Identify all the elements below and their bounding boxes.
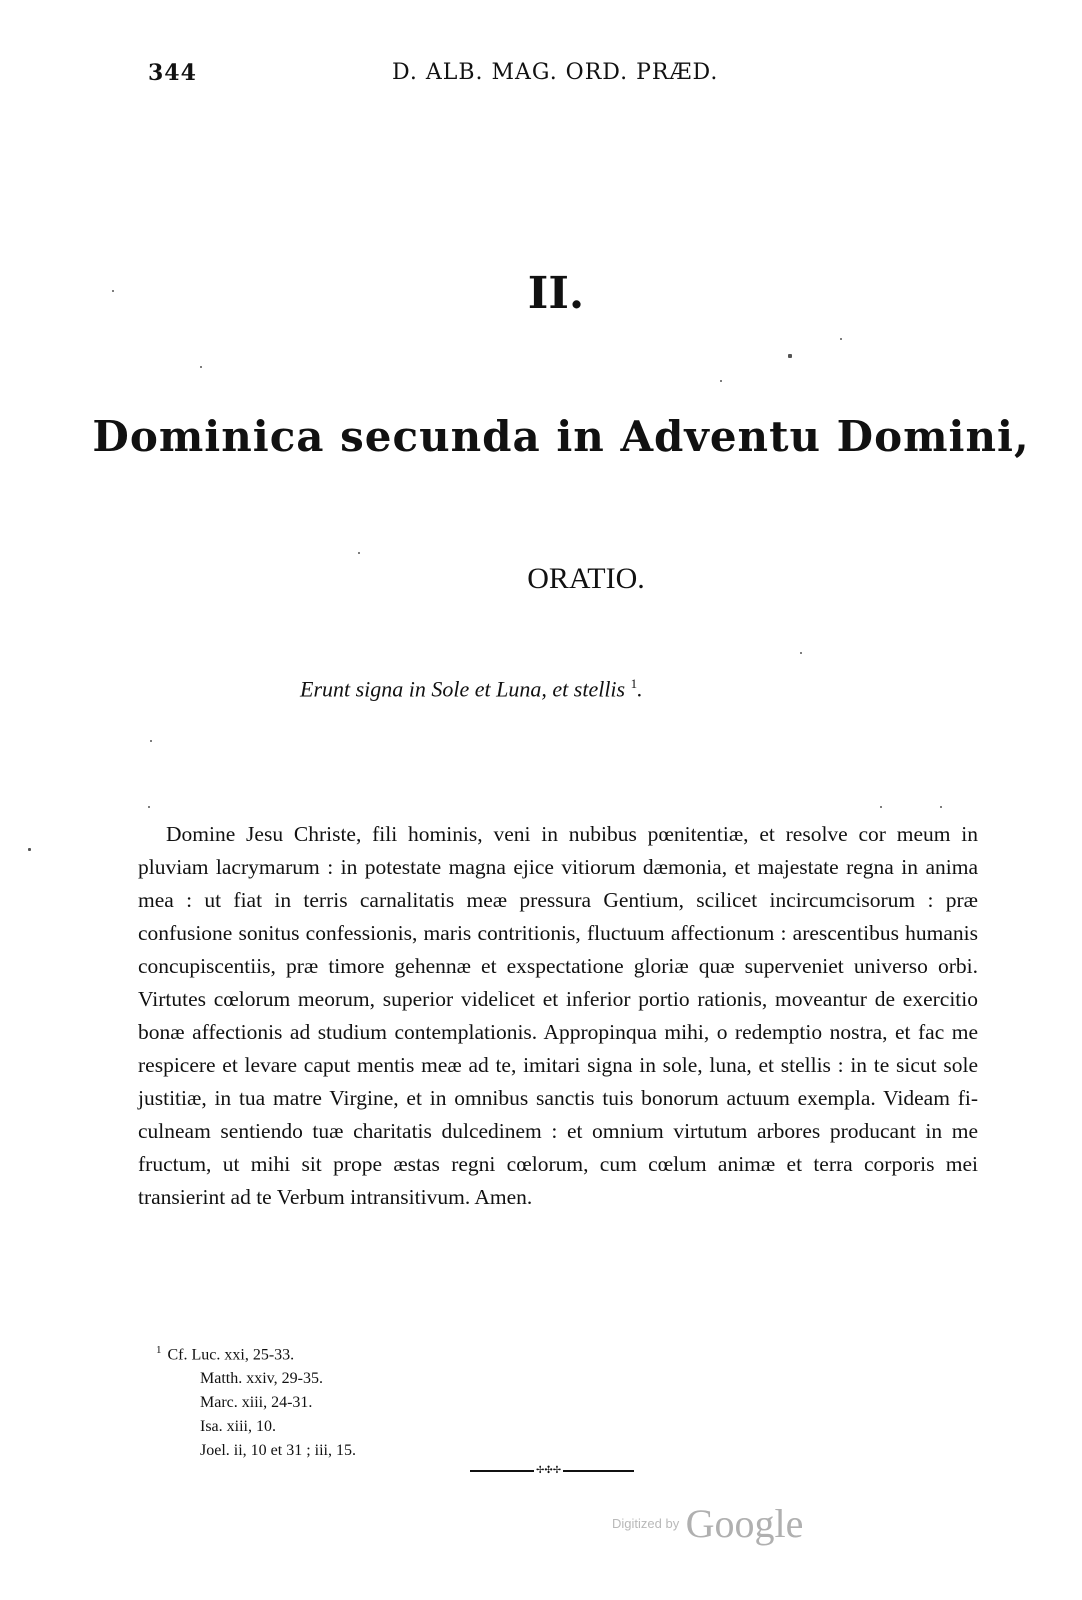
scan-speck [148, 806, 150, 808]
scan-speck [28, 848, 31, 851]
epigraph-footnote-mark: 1 [630, 676, 638, 691]
section-subtitle: ORATIO. [527, 562, 645, 595]
section-numeral: II. [527, 268, 585, 319]
scan-speck [200, 366, 202, 368]
scan-speck [800, 652, 802, 654]
watermark-prefix: Digitized by [612, 1516, 680, 1531]
scan-speck [880, 806, 882, 808]
footnote-text: Cf. Luc. xxi, 25-33. [167, 1346, 295, 1364]
running-head: D. ALB. MAG. ORD. PRÆD. [392, 60, 719, 85]
footnotes [156, 1338, 356, 1463]
sermon-title: Dominica secunda in Adventu Domini, [92, 412, 1030, 461]
scan-speck [788, 354, 792, 358]
google-logo: Google [685, 1501, 804, 1546]
footnote-line: Marc. xiii, 24-31. [200, 1394, 313, 1412]
epigraph [300, 676, 643, 702]
footnote-line: Isa. xiii, 10. [200, 1418, 276, 1436]
page-number: 344 [148, 60, 197, 86]
epigraph-text: Erunt signa in Sole et Luna, et stellis [300, 676, 626, 702]
footnote-line: Joel. ii, 10 et 31 ; iii, 15. [200, 1442, 356, 1460]
body-paragraph: Domine Jesu Christe, fili hominis, veni in nubibus pœnitentiæ, et resolve cor meum in pluviam lacrymarum : in potestate magna ejice vitiorum dæmonia, et majestate regna in anima mea : ut fiat in terris carnalitatis meæ pressura Gentium, scilicet incircumcisorum : præ confusione sonitus confessionis, maris contritionis, fluctuum affectionum : arescentibus humanis concupiscentiis, præ timore gehennæ et exspectatione gloriæ quæ superveniet universo orbi. Virtutes cœlorum meorum, superior videlicet et inferior portio rationis, moveantur de exercitio bonæ affectionis ad studium contemplationis. Appropinqua mihi, o redemptio nostra, et fac me respicere et levare caput mentis meæ ad te, imitari signa in sole, luna, et stellis : in te sicut sole justitiæ, in tua matre Virgine, et in omnibus sanctis tuis bonorum actuum exempla. Videam ficulneam sentiendo tuæ charitatis dulcedinem : et omnium virtutum arbores producant in me fructum, ut mihi sit prope æstas regni cœlorum, cum cœlum animæ et terra corporis mei transierint ad te Verbum intransitivum. Amen. [138, 822, 978, 1209]
scan-speck [840, 338, 842, 340]
ornament-knot-icon: ✢✣✢ [536, 1465, 562, 1476]
scan-speck [358, 552, 360, 554]
epigraph-end: . [637, 676, 643, 702]
end-ornament-rule [470, 1465, 634, 1476]
digitization-watermark [612, 1500, 803, 1547]
footnote-line: Matth. xxiv, 29-35. [200, 1370, 323, 1388]
scan-speck [720, 380, 722, 382]
scan-speck [150, 740, 152, 742]
scan-speck [940, 806, 942, 808]
footnote-line [156, 1338, 356, 1367]
scan-speck [112, 290, 114, 292]
footnote-mark: 1 [156, 1344, 162, 1356]
